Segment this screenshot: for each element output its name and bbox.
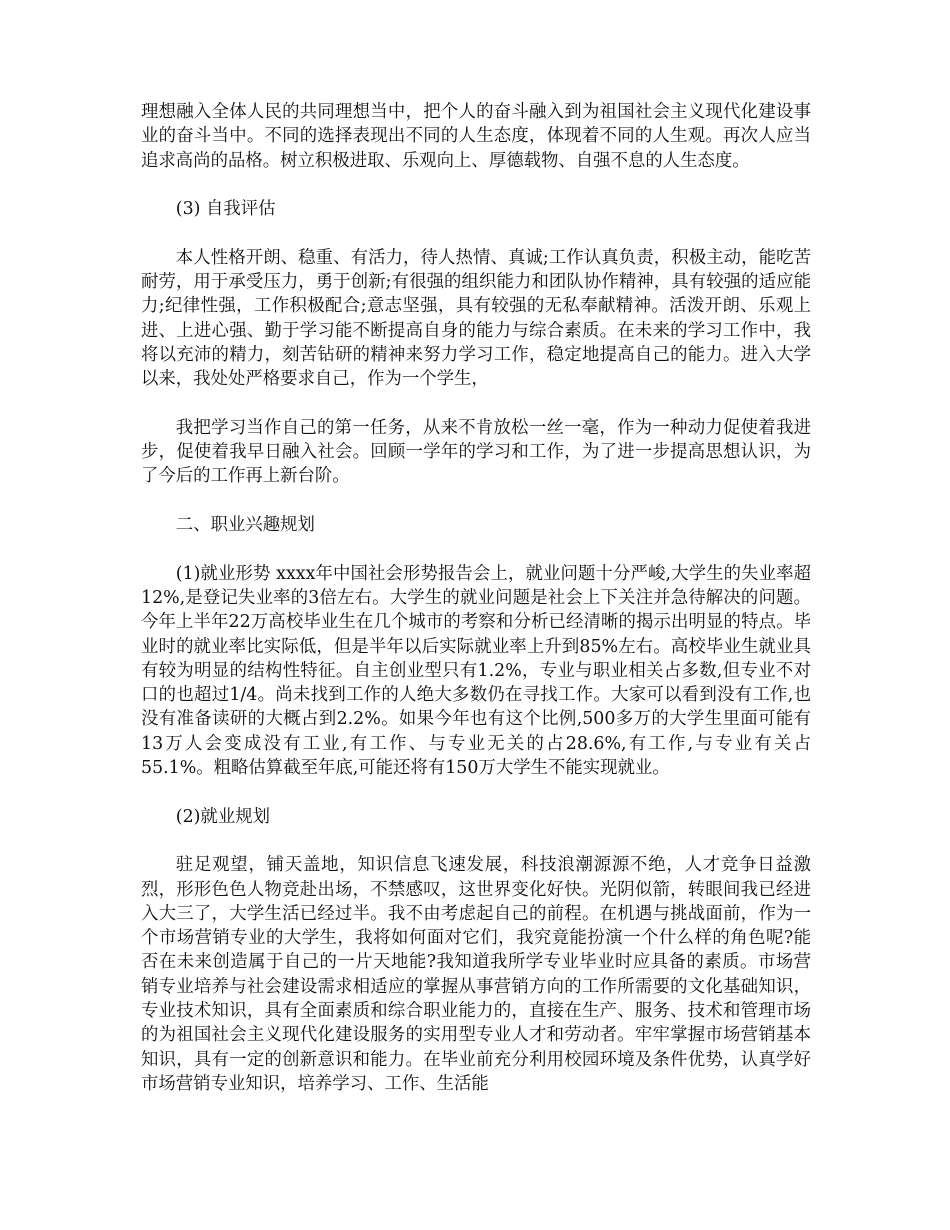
paragraph-1: 理想融入全体人民的共同理想当中，把个人的奋斗融入到为祖国社会主义现代化建设事业的奋斗当中。不同的选择表现出不同的人生态度，体现着不同的人生观。再次人应当追求高尚的品格。树立积极进取、乐观向上、厚德载物、自强不息的人生态度。	[141, 102, 811, 171]
paragraph-5: 驻足观望，铺天盖地，知识信息飞速发展，科技浪潮源源不绝，人才竞争日益激烈，形形色色人物竞赴出场，不禁感叹，这世界变化好快。光阴似箭，转眼间我已经进入大三了，大学生活已经过半。我不由考虑起自己的前程。在机遇与挑战面前，作为一个市场营销专业的大学生，我将如何面对它们，我究竟能扮演一个什么样的角色呢?能否在未来创造属于自己的一片天地能?我知道我所学专业毕业时应具备的素质。市场营销专业培养与社会建设需求相适应的掌握从事营销方向的工作所需要的文化基础知识，专业技术知识，具有全面素质和综合职业能力的，直接在生产、服务、技术和管理市场的为祖国社会主义现代化建设服务的实用型专业人才和劳动者。牢牢掌握市场营销基本知识，具有一定的创新意识和能力。在毕业前充分利用校园环境及条件优势，认真学好市场营销专业知识，培养学习、工作、生活能	[141, 855, 811, 1094]
paragraph-4: (1)就业形势 xxxx年中国社会形势报告会上，就业问题十分严峻,大学生的失业率超12%,是登记失业率的3倍左右。大学生的就业问题是社会上下关注并急待解决的问题。今年上半年22万高校毕业生在几个城市的考察和分析已经清晰的揭示出明显的特点。毕业时的就业率比实际低，但是半年以后实际就业率上升到85%左右。高校毕业生就业具有较为明显的结构性特征。自主创业型只有1.2%，专业与职业相关占多数,但专业不对口的也超过1/4。尚未找到工作的人绝大多数仍在寻找工作。大家可以看到没有工作,也没有准备读研的大概占到2.2%。如果今年也有这个比例,500多万的大学生里面可能有13万人会变成没有工业,有工作、与专业无关的占28.6%,有工作,与专业有关占55.1%。粗略估算截至年底,可能还将有150万大学生不能实现就业。	[141, 563, 811, 779]
document-page	[141, 100, 811, 1120]
section-heading-self-assessment: (3) 自我评估	[175, 199, 276, 220]
paragraph-3: 我把学习当作自己的第一任务，从来不肯放松一丝一毫，作为一种动力促使着我进步，促使着我早日融入社会。回顾一学年的学习和工作，为了进一步提高思想认识，为了今后的工作再上新台阶。	[141, 417, 811, 487]
paragraph-2: 本人性格开朗、稳重、有活力，待人热情、真诚;工作认真负责，积极主动，能吃苦耐劳，用于承受压力，勇于创新;有很强的组织能力和团队协作精神，具有较强的适应能力;纪律性强，工作积极配合;意志坚强，具有较强的无私奉献精神。活泼开朗、乐观上进、上进心强、勤于学习能不断提高自身的能力与综合素质。在未来的学习工作中，我将以充沛的精力，刻苦钻研的精神来努力学习工作，稳定地提高自己的能力。进入大学以来，我处处严格要求自己，作为一个学生，	[141, 247, 811, 390]
section-heading-employment-plan: (2)就业规划	[175, 806, 270, 827]
section-heading-career-interest: 二、职业兴趣规划	[175, 515, 315, 536]
